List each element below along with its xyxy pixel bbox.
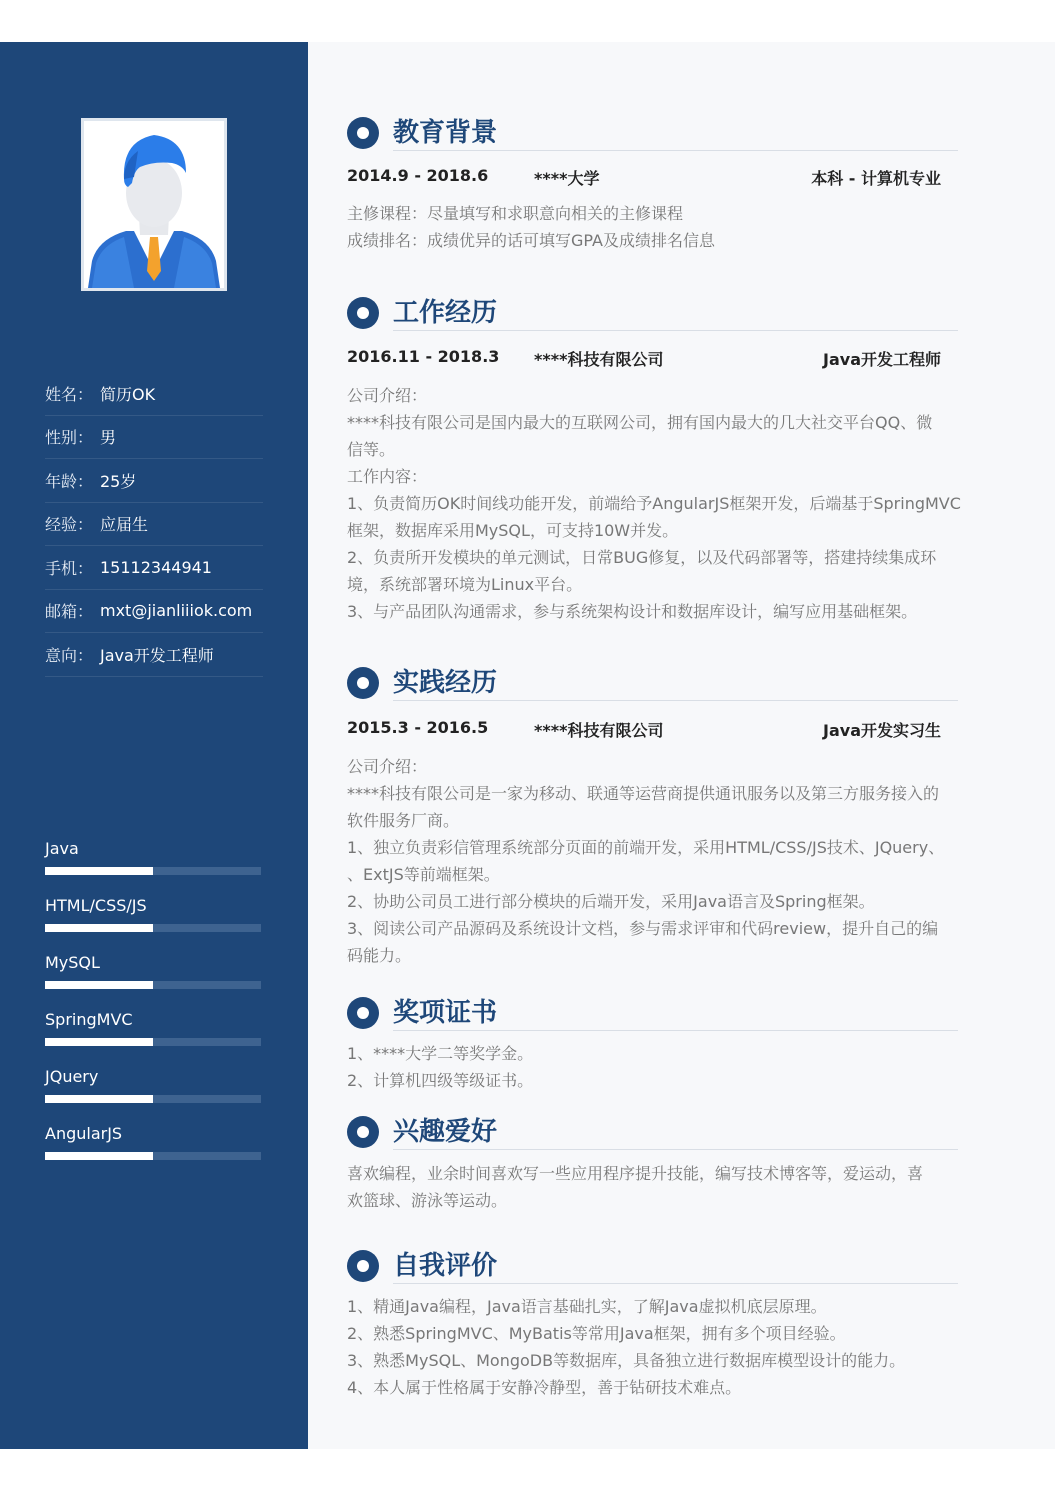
text-line: 1、独立负责彩信管理系统部分页面的前端开发，采用HTML/CSS/JS技术、JQuery、 [347, 838, 945, 857]
practice-role: Java开发实习生 [823, 721, 941, 740]
hobbies-details [347, 1160, 957, 1214]
skill-bar [45, 1038, 261, 1046]
skill-item [45, 1009, 261, 1066]
info-label: 年龄： [45, 471, 94, 491]
text-line: ****科技有限公司是一家为移动、联通等运营商提供通讯服务以及第三方服务接入的 [347, 784, 940, 803]
text-line: 1、精通Java编程，Java语言基础扎实，了解Java虚拟机底层原理。 [347, 1297, 827, 1316]
work-summary [347, 347, 941, 369]
info-row-phone [45, 546, 263, 590]
section-bullet-icon [347, 1250, 379, 1282]
skill-name: JQuery [45, 1067, 99, 1086]
skill-bar-fill [45, 867, 153, 875]
work-details [347, 382, 961, 625]
skill-bar-fill [45, 924, 153, 932]
text-line: 工作内容： [347, 467, 428, 486]
section-practice-header [345, 664, 958, 704]
text-line: 2、计算机四级等级证书。 [347, 1071, 534, 1090]
skill-bar-fill [45, 1038, 153, 1046]
skill-bar [45, 867, 261, 875]
info-row-intent [45, 633, 263, 677]
section-title: 奖项证书 [393, 998, 498, 1028]
text-line: 1、****大学二等奖学金。 [347, 1044, 534, 1063]
section-title: 实践经历 [393, 668, 498, 698]
info-row-gender [45, 416, 263, 460]
text-line: 、ExtJS等前端框架。 [347, 865, 500, 884]
skill-bar-fill [45, 981, 153, 989]
practice-period: 2015.3 - 2016.5 [347, 718, 489, 737]
info-value: mxt@jianliiiok.com [100, 601, 253, 621]
section-bullet-icon [347, 117, 379, 149]
text-line: 公司介绍： [347, 386, 428, 405]
education-summary [347, 166, 941, 188]
section-awards-header [345, 994, 958, 1034]
text-line: 2、负责所开发模块的单元测试，日常BUG修复，以及代码部署等，搭建持续集成环 [347, 548, 937, 567]
text-line: 成绩排名：成绩优异的话可填写GPA及成绩排名信息 [347, 231, 715, 250]
section-divider [393, 1030, 958, 1031]
info-label: 意向： [45, 645, 94, 665]
work-period: 2016.11 - 2018.3 [347, 347, 500, 366]
education-details [347, 200, 957, 254]
info-row-experience [45, 503, 263, 547]
section-divider [393, 700, 958, 701]
resume-page [0, 42, 1055, 1449]
practice-company: ****科技有限公司 [534, 721, 664, 740]
skill-name: SpringMVC [45, 1010, 133, 1029]
section-title: 教育背景 [393, 118, 498, 148]
skill-bar [45, 1152, 261, 1160]
work-role: Java开发工程师 [823, 350, 941, 369]
avatar [81, 118, 227, 291]
info-value: 25岁 [100, 471, 137, 491]
text-line: 境，系统部署环境为Linux平台。 [347, 575, 583, 594]
text-line: 框架，数据库采用MySQL，可支持10W并发。 [347, 521, 679, 540]
section-title: 自我评价 [393, 1251, 498, 1281]
education-period: 2014.9 - 2018.6 [347, 166, 489, 185]
skill-item [45, 952, 261, 1009]
text-line: 2、熟悉SpringMVC、MyBatis等常用Java框架，拥有多个项目经验。 [347, 1324, 846, 1343]
info-value: 简历OK [100, 384, 156, 404]
skill-item [45, 1123, 261, 1180]
info-label: 经验： [45, 515, 94, 535]
section-self-header [345, 1247, 958, 1287]
text-line: 主修课程：尽量填写和求职意向相关的主修课程 [347, 204, 684, 223]
education-school: ****大学 [534, 169, 600, 188]
text-line: 信等。 [347, 440, 396, 459]
self-details [347, 1293, 957, 1401]
text-line: 2、协助公司员工进行部分模块的后端开发，采用Java语言及Spring框架。 [347, 892, 875, 911]
section-hobbies-header [345, 1113, 958, 1153]
skill-bar [45, 924, 261, 932]
info-row-age [45, 459, 263, 503]
text-line: 4、本人属于性格属于安静冷静型，善于钻研技术难点。 [347, 1378, 742, 1397]
info-label: 性别： [45, 428, 94, 448]
text-line: 软件服务厂商。 [347, 811, 460, 830]
section-title: 工作经历 [393, 298, 498, 328]
person-avatar-icon [84, 121, 224, 288]
skill-bar [45, 981, 261, 989]
sidebar [0, 42, 308, 1449]
section-education-header [345, 114, 958, 154]
text-line: 喜欢编程，业余时间喜欢写一些应用程序提升技能，编写技术博客等，爱运动，喜 [347, 1164, 924, 1183]
info-value: Java开发工程师 [100, 645, 214, 665]
section-work-header [345, 294, 958, 334]
work-company: ****科技有限公司 [534, 350, 664, 369]
practice-details [347, 753, 957, 969]
section-bullet-icon [347, 997, 379, 1029]
info-label: 姓名： [45, 384, 94, 404]
text-line: 3、阅读公司产品源码及系统设计文档，参与需求评审和代码review，提升自己的编 [347, 919, 939, 938]
section-divider [393, 1283, 958, 1284]
skill-item [45, 1066, 261, 1123]
personal-info [45, 372, 263, 677]
text-line: ****科技有限公司是国内最大的互联网公司，拥有国内最大的几大社交平台QQ、微 [347, 413, 933, 432]
skill-item [45, 895, 261, 952]
section-bullet-icon [347, 667, 379, 699]
info-value: 15112344941 [100, 557, 212, 577]
text-line: 公司介绍： [347, 757, 428, 776]
text-line: 3、熟悉MySQL、MongoDB等数据库，具备独立进行数据库模型设计的能力。 [347, 1351, 906, 1370]
skill-name: HTML/CSS/JS [45, 896, 147, 915]
skill-item [45, 838, 261, 895]
section-divider [393, 330, 958, 331]
skill-name: Java [45, 839, 79, 858]
info-row-email [45, 590, 263, 634]
section-bullet-icon [347, 1116, 379, 1148]
skill-name: MySQL [45, 953, 100, 972]
info-value: 应届生 [100, 515, 149, 535]
skill-bar-fill [45, 1152, 153, 1160]
section-bullet-icon [347, 297, 379, 329]
awards-details [347, 1040, 957, 1094]
practice-summary [347, 718, 941, 740]
skill-bar-fill [45, 1095, 153, 1103]
info-row-name [45, 372, 263, 416]
text-line: 1、负责简历OK时间线功能开发，前端给予AngularJS框架开发，后端基于SpringMVC [347, 494, 961, 513]
info-value: 男 [100, 428, 117, 448]
section-title: 兴趣爱好 [393, 1117, 498, 1147]
section-divider [393, 150, 958, 151]
info-label: 手机： [45, 558, 94, 578]
skills-list [45, 838, 261, 1180]
skill-name: AngularJS [45, 1124, 123, 1143]
section-divider [393, 1149, 958, 1150]
education-major: 本科 - 计算机专业 [811, 169, 941, 188]
text-line: 3、与产品团队沟通需求，参与系统架构设计和数据库设计，编写应用基础框架。 [347, 602, 918, 621]
text-line: 欢篮球、游泳等运动。 [347, 1191, 508, 1210]
text-line: 码能力。 [347, 946, 412, 965]
info-label: 邮箱： [45, 602, 94, 622]
skill-bar [45, 1095, 261, 1103]
